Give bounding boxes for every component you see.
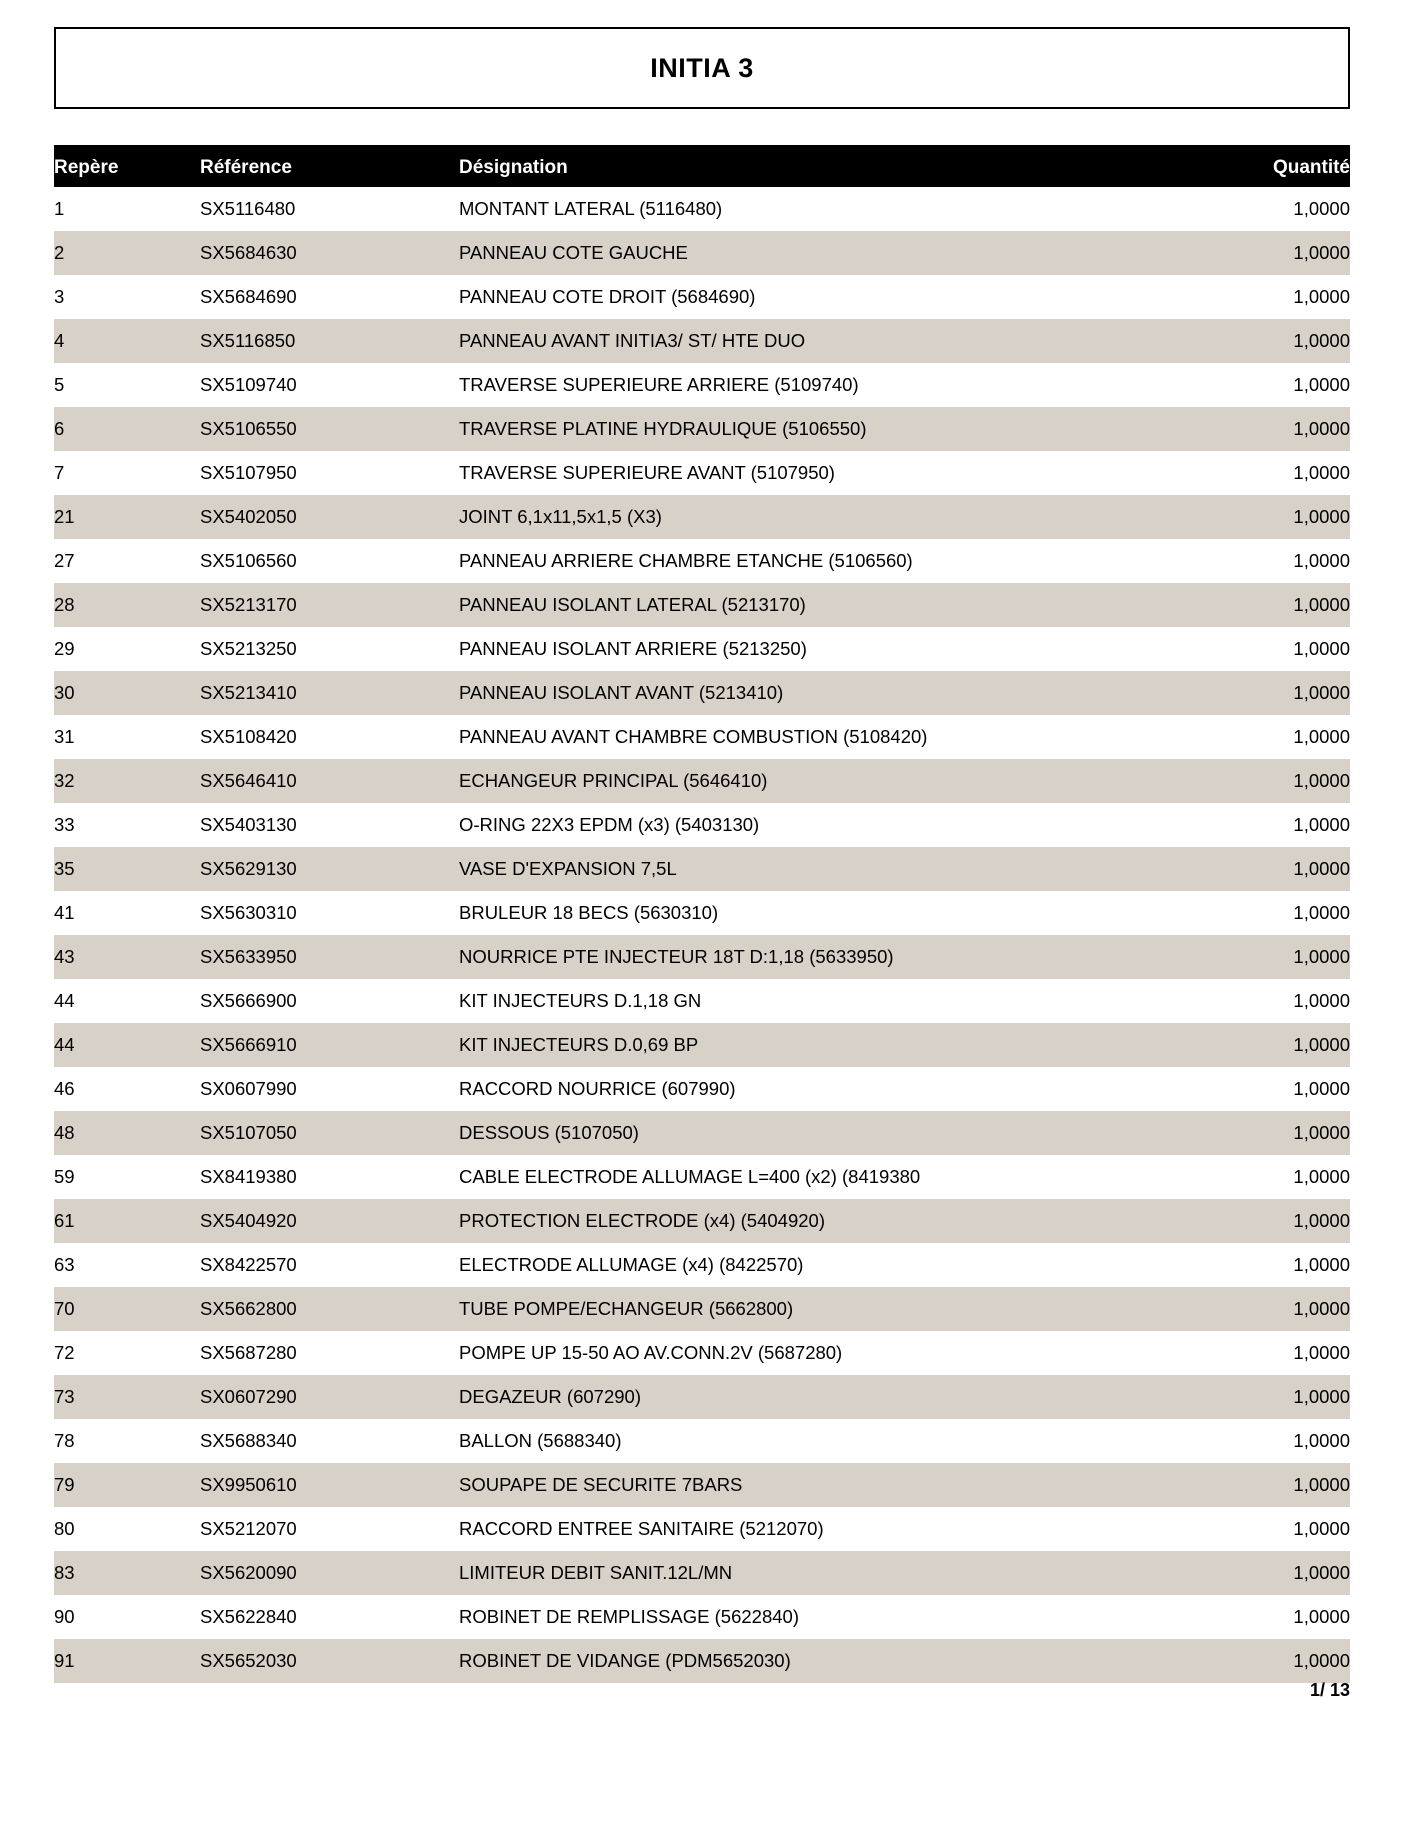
cell-repere: 35 [54, 858, 75, 879]
table-row [54, 803, 1350, 847]
header-quantite: Quantité [1272, 157, 1350, 178]
page-number: 1/ 13 [1309, 1680, 1350, 1700]
table-row [54, 187, 1350, 231]
cell-repere: 70 [54, 1298, 75, 1319]
header-repere: Repère [54, 157, 119, 178]
cell-reference: SX5688340 [200, 1430, 297, 1451]
cell-quantite: 1,0000 [1293, 286, 1350, 307]
table-row [54, 451, 1350, 495]
cell-reference: SX5213410 [200, 682, 297, 703]
cell-reference: SX8422570 [200, 1254, 297, 1275]
table-row [54, 363, 1350, 407]
cell-designation: CABLE ELECTRODE ALLUMAGE L=400 (x2) (8419380 [459, 1166, 921, 1187]
cell-repere: 43 [54, 946, 75, 967]
table-row [54, 1375, 1350, 1419]
cell-reference: SX5109740 [200, 374, 297, 395]
cell-designation: POMPE UP 15-50 AO AV.CONN.2V (5687280) [459, 1342, 843, 1363]
cell-repere: 73 [54, 1386, 75, 1407]
table-row [54, 231, 1350, 275]
cell-designation: PANNEAU AVANT CHAMBRE COMBUSTION (5108420) [459, 726, 928, 747]
table-row [54, 1199, 1350, 1243]
cell-reference: SX5622840 [200, 1606, 297, 1627]
cell-quantite: 1,0000 [1293, 242, 1350, 263]
cell-repere: 63 [54, 1254, 75, 1275]
cell-quantite: 1,0000 [1293, 594, 1350, 615]
cell-repere: 32 [54, 770, 75, 791]
cell-repere: 91 [54, 1650, 75, 1671]
cell-designation: VASE D'EXPANSION 7,5L [459, 858, 677, 879]
cell-designation: PANNEAU ISOLANT AVANT (5213410) [459, 682, 784, 703]
cell-repere: 72 [54, 1342, 75, 1363]
cell-reference: SX5630310 [200, 902, 297, 923]
cell-reference: SX5212070 [200, 1518, 297, 1539]
cell-designation: DEGAZEUR (607290) [459, 1386, 641, 1407]
cell-quantite: 1,0000 [1293, 506, 1350, 527]
cell-repere: 1 [54, 198, 65, 219]
cell-quantite: 1,0000 [1293, 770, 1350, 791]
cell-quantite: 1,0000 [1293, 1474, 1350, 1495]
cell-repere: 5 [54, 374, 65, 395]
cell-repere: 44 [54, 1034, 75, 1055]
cell-reference: SX5403130 [200, 814, 297, 835]
cell-reference: SX5652030 [200, 1650, 297, 1671]
table-row [54, 671, 1350, 715]
table-row [54, 275, 1350, 319]
cell-repere: 7 [54, 462, 65, 483]
cell-designation: RACCORD NOURRICE (607990) [459, 1078, 736, 1099]
cell-reference: SX5116850 [200, 330, 296, 351]
cell-reference: SX0607290 [200, 1386, 297, 1407]
cell-quantite: 1,0000 [1293, 1298, 1350, 1319]
cell-designation: PANNEAU ISOLANT LATERAL (5213170) [459, 594, 806, 615]
cell-designation: RACCORD ENTREE SANITAIRE (5212070) [459, 1518, 824, 1539]
cell-quantite: 1,0000 [1293, 550, 1350, 571]
cell-reference: SX5684690 [200, 286, 297, 307]
cell-quantite: 1,0000 [1293, 814, 1350, 835]
cell-repere: 33 [54, 814, 75, 835]
cell-quantite: 1,0000 [1293, 418, 1350, 439]
cell-designation: MONTANT LATERAL (5116480) [459, 198, 723, 219]
table-row [54, 1419, 1350, 1463]
cell-quantite: 1,0000 [1293, 946, 1350, 967]
cell-designation: BRULEUR 18 BECS (5630310) [459, 902, 719, 923]
table-body [54, 187, 1350, 1683]
table-header [54, 145, 1350, 187]
cell-repere: 2 [54, 242, 65, 263]
table-row [54, 1287, 1350, 1331]
cell-designation: KIT INJECTEURS D.0,69 BP [459, 1034, 699, 1055]
cell-designation: ELECTRODE ALLUMAGE (x4) (8422570) [459, 1254, 804, 1275]
cell-designation: PANNEAU COTE DROIT (5684690) [459, 286, 756, 307]
cell-repere: 61 [54, 1210, 75, 1231]
cell-reference: SX5629130 [200, 858, 297, 879]
cell-quantite: 1,0000 [1293, 1430, 1350, 1451]
cell-quantite: 1,0000 [1293, 682, 1350, 703]
table-row [54, 1331, 1350, 1375]
cell-reference: SX9950610 [200, 1474, 297, 1495]
table-row [54, 979, 1350, 1023]
cell-repere: 83 [54, 1562, 75, 1583]
cell-quantite: 1,0000 [1293, 990, 1350, 1011]
cell-reference: SX5662800 [200, 1298, 297, 1319]
cell-repere: 4 [54, 330, 65, 351]
cell-designation: PANNEAU AVANT INITIA3/ ST/ HTE DUO [459, 330, 806, 351]
cell-quantite: 1,0000 [1293, 1342, 1350, 1363]
cell-repere: 78 [54, 1430, 75, 1451]
cell-quantite: 1,0000 [1293, 462, 1350, 483]
table-row [54, 1595, 1350, 1639]
cell-repere: 46 [54, 1078, 75, 1099]
table-row [54, 1067, 1350, 1111]
cell-designation: NOURRICE PTE INJECTEUR 18T D:1,18 (5633950) [459, 946, 894, 967]
table-row [54, 1155, 1350, 1199]
parts-table [54, 145, 1350, 1683]
table-row [54, 583, 1350, 627]
cell-reference: SX5646410 [200, 770, 297, 791]
cell-repere: 90 [54, 1606, 75, 1627]
table-row [54, 1111, 1350, 1155]
cell-quantite: 1,0000 [1293, 1606, 1350, 1627]
header-designation: Désignation [459, 157, 568, 178]
cell-reference: SX5107050 [200, 1122, 297, 1143]
cell-reference: SX5666900 [200, 990, 297, 1011]
table-row [54, 1463, 1350, 1507]
cell-reference: SX5213250 [200, 638, 297, 659]
table-row [54, 1023, 1350, 1067]
table-row [54, 539, 1350, 583]
cell-reference: SX5107950 [200, 462, 297, 483]
cell-designation: TUBE POMPE/ECHANGEUR (5662800) [459, 1298, 794, 1319]
cell-repere: 79 [54, 1474, 75, 1495]
cell-quantite: 1,0000 [1293, 1122, 1350, 1143]
document-title-box [54, 27, 1350, 109]
cell-designation: PROTECTION ELECTRODE (x4) (5404920) [459, 1210, 825, 1231]
cell-quantite: 1,0000 [1293, 638, 1350, 659]
cell-reference: SX0607990 [200, 1078, 297, 1099]
cell-repere: 21 [54, 506, 75, 527]
cell-quantite: 1,0000 [1293, 1078, 1350, 1099]
table-row [54, 319, 1350, 363]
cell-designation: LIMITEUR DEBIT SANIT.12L/MN [459, 1562, 733, 1583]
cell-reference: SX5106550 [200, 418, 297, 439]
cell-reference: SX5633950 [200, 946, 297, 967]
cell-designation: JOINT 6,1x11,5x1,5 (X3) [459, 506, 662, 527]
cell-quantite: 1,0000 [1293, 1650, 1350, 1671]
cell-designation: TRAVERSE SUPERIEURE ARRIERE (5109740) [459, 374, 859, 395]
cell-repere: 27 [54, 550, 75, 571]
table-row [54, 627, 1350, 671]
cell-designation: TRAVERSE SUPERIEURE AVANT (5107950) [459, 462, 835, 483]
document-title: INITIA 3 [650, 52, 754, 83]
cell-reference: SX5213170 [200, 594, 297, 615]
table-row [54, 1507, 1350, 1551]
table-row [54, 891, 1350, 935]
cell-quantite: 1,0000 [1293, 726, 1350, 747]
cell-reference: SX8419380 [200, 1166, 297, 1187]
cell-reference: SX5402050 [200, 506, 297, 527]
cell-reference: SX5404920 [200, 1210, 297, 1231]
cell-reference: SX5116480 [200, 198, 296, 219]
cell-designation: PANNEAU ARRIERE CHAMBRE ETANCHE (5106560) [459, 550, 913, 571]
cell-repere: 3 [54, 286, 65, 307]
header-reference: Référence [200, 157, 292, 178]
cell-quantite: 1,0000 [1293, 1254, 1350, 1275]
cell-quantite: 1,0000 [1293, 198, 1350, 219]
cell-repere: 41 [54, 902, 75, 923]
cell-repere: 28 [54, 594, 75, 615]
cell-quantite: 1,0000 [1293, 1518, 1350, 1539]
cell-quantite: 1,0000 [1293, 1386, 1350, 1407]
cell-quantite: 1,0000 [1293, 330, 1350, 351]
cell-repere: 30 [54, 682, 75, 703]
cell-quantite: 1,0000 [1293, 858, 1350, 879]
table-row [54, 1551, 1350, 1595]
cell-repere: 59 [54, 1166, 75, 1187]
table-row [54, 1243, 1350, 1287]
cell-quantite: 1,0000 [1293, 374, 1350, 395]
cell-reference: SX5666910 [200, 1034, 297, 1055]
cell-designation: PANNEAU COTE GAUCHE [459, 242, 688, 263]
cell-designation: ROBINET DE VIDANGE (PDM5652030) [459, 1650, 791, 1671]
cell-reference: SX5684630 [200, 242, 297, 263]
cell-designation: ECHANGEUR PRINCIPAL (5646410) [459, 770, 768, 791]
cell-designation: KIT INJECTEURS D.1,18 GN [459, 990, 702, 1011]
table-row [54, 935, 1350, 979]
cell-designation: SOUPAPE DE SECURITE 7BARS [459, 1474, 743, 1495]
cell-repere: 48 [54, 1122, 75, 1143]
cell-repere: 29 [54, 638, 75, 659]
cell-repere: 80 [54, 1518, 75, 1539]
cell-reference: SX5106560 [200, 550, 297, 571]
table-row [54, 847, 1350, 891]
cell-reference: SX5620090 [200, 1562, 297, 1583]
table-row [54, 495, 1350, 539]
cell-reference: SX5108420 [200, 726, 297, 747]
cell-designation: O-RING 22X3 EPDM (x3) (5403130) [459, 814, 760, 835]
cell-reference: SX5687280 [200, 1342, 297, 1363]
cell-quantite: 1,0000 [1293, 1562, 1350, 1583]
cell-quantite: 1,0000 [1293, 902, 1350, 923]
cell-quantite: 1,0000 [1293, 1034, 1350, 1055]
cell-repere: 6 [54, 418, 65, 439]
table-row [54, 407, 1350, 451]
cell-quantite: 1,0000 [1293, 1210, 1350, 1231]
cell-designation: PANNEAU ISOLANT ARRIERE (5213250) [459, 638, 807, 659]
cell-designation: TRAVERSE PLATINE HYDRAULIQUE (5106550) [459, 418, 867, 439]
cell-repere: 44 [54, 990, 75, 1011]
cell-quantite: 1,0000 [1293, 1166, 1350, 1187]
cell-designation: ROBINET DE REMPLISSAGE (5622840) [459, 1606, 799, 1627]
table-row [54, 759, 1350, 803]
table-row [54, 1639, 1350, 1683]
cell-designation: BALLON (5688340) [459, 1430, 622, 1451]
table-row [54, 715, 1350, 759]
cell-repere: 31 [54, 726, 75, 747]
cell-designation: DESSOUS (5107050) [459, 1122, 639, 1143]
